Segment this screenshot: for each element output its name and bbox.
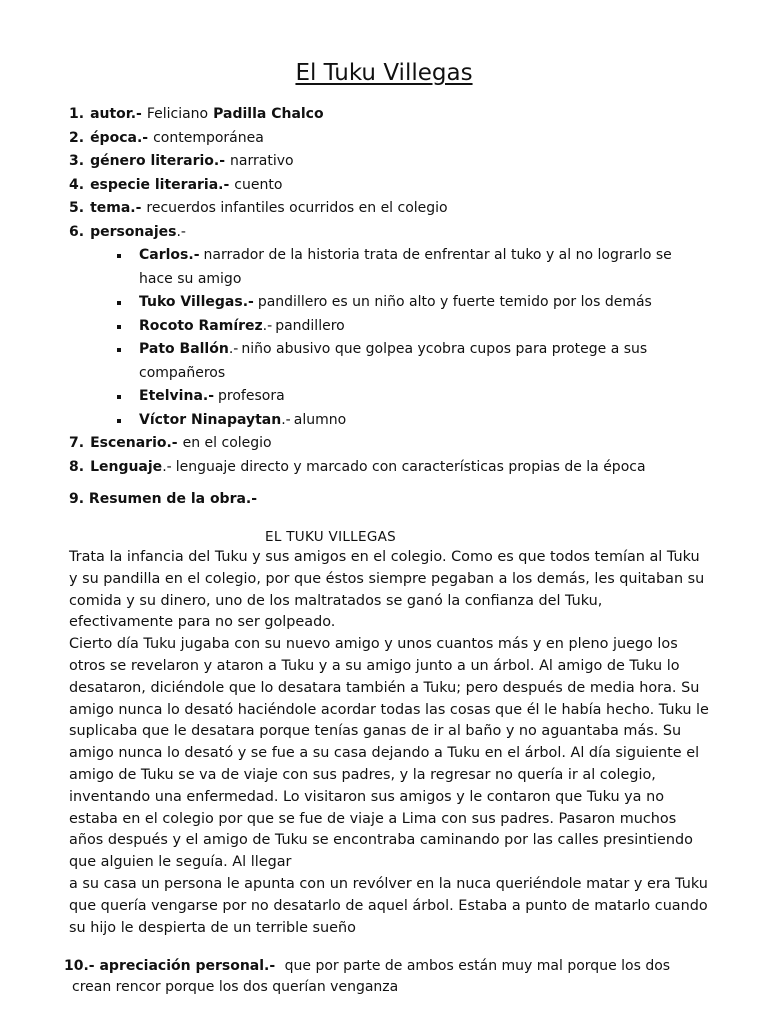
item-epoca: [69, 127, 709, 151]
item-genero: [69, 150, 709, 174]
item-value: cuento: [234, 176, 283, 193]
summary-paragraph: Cierto día Tuku jugaba con su nuevo amigo y unos cuantos más y en pleno juego los otros se revelaron y ataron a Tuku y a su amigo junto a un árbol. Al amigo de Tuku lo desataron, diciéndole que lo desatara también a Tuku; pero después de media hora. Su amigo nunca lo desató haciéndole acordar todas las cosas que él le había hecho. Tuku le suplicaba que le desatara porque tenías ganas de ir al baño y no aguantaba más. Su amigo nunca lo desató y se fue a su casa dejando a Tuku en el árbol. Al día siguiente el amigo de Tuku se va de viaje con sus padres, y la regresar no quería ir al colegio, inventando una enfermedad. Lo visitaron sus amigos y le contaron que Tuku ya no estaba en el colegio por que se fue de viaje a Lima con sus padres. Pasaron muchos años después y el amigo de Tuku se encontraba caminando por las calles presintiendo que alguien le seguía. Al llegar: [69, 636, 709, 871]
item-value: narrativo: [230, 153, 294, 169]
item-number: 2.: [69, 129, 85, 146]
appreciation-line2: crean rencor porque los dos querían venganza: [72, 979, 399, 995]
character-desc: narrador de la historia trata de enfrentar al tuko y al no lograrlo se hace su amigo: [139, 247, 672, 287]
item-key: tema.-: [90, 200, 142, 216]
item-key: especie literaria.-: [90, 176, 230, 193]
item-key: autor.-: [90, 106, 142, 122]
item-autor: [69, 103, 709, 127]
item-key: personajes: [90, 223, 177, 240]
character-name: Pato Ballón: [139, 341, 229, 357]
item-number: 1.: [69, 106, 85, 122]
character-name: Tuko Villegas.-: [139, 294, 254, 310]
outline-list: [69, 103, 709, 479]
item-tema: [69, 197, 709, 221]
appreciation-section: [64, 956, 704, 998]
summary-paragraph: a su casa un persona le apunta con un revólver en la nuca queriéndole matar y era Tuku que quería vengarse por no desatarlo de aquel árbol. Estaba a punto de matarlo cuando su hijo le despierta de un terrible sueño: [69, 875, 708, 936]
item-value: lenguaje directo y marcado con características propias de la época: [175, 458, 646, 475]
character-desc: profesora: [218, 388, 285, 404]
item-number: 4.: [69, 176, 85, 193]
character-victor-ninapaytan: [113, 409, 709, 433]
character-suffix: .-: [228, 341, 239, 357]
summary-title: EL TUKU VILLEGAS: [265, 529, 396, 545]
appreciation-line1: que por parte de ambos están muy mal porque los dos: [284, 958, 671, 974]
appreciation-key: 10.- apreciación personal.-: [64, 958, 276, 974]
character-carlos: [113, 244, 709, 291]
item-lenguaje: [69, 456, 709, 480]
item-number: 6.: [69, 223, 85, 240]
item-value: recuerdos infantiles ocurridos en el colegio: [146, 200, 448, 216]
character-desc: niño abusivo que golpea ycobra cupos para protege a sus compañeros: [139, 341, 648, 381]
character-suffix: .-: [262, 317, 273, 334]
item-value: en el colegio: [182, 435, 272, 451]
item-escenario: [69, 432, 709, 456]
character-desc: pandillero: [275, 317, 345, 334]
character-name: Etelvina.-: [139, 388, 215, 404]
item-suffix: .-: [162, 458, 172, 475]
characters-list: [69, 244, 709, 432]
character-desc: pandillero es un niño alto y fuerte temido por los demás: [257, 294, 652, 310]
item-especie: [69, 174, 709, 198]
item-personajes: [69, 221, 709, 245]
character-name: Víctor Ninapaytan: [139, 411, 282, 428]
item-key: Escenario.-: [90, 435, 178, 451]
item-number: 3.: [69, 153, 85, 169]
character-suffix: .-: [281, 411, 291, 428]
character-desc: alumno: [293, 411, 347, 428]
item-suffix: .-: [176, 223, 186, 240]
item-value: contemporánea: [153, 129, 264, 146]
character-name: Carlos.-: [139, 247, 200, 263]
item-number: 5.: [69, 200, 85, 216]
item-number: 8.: [69, 458, 85, 475]
character-tuko-villegas: [113, 291, 709, 315]
character-rocoto-ramirez: [113, 315, 709, 339]
summary-paragraph: Trata la infancia del Tuku y sus amigos en el colegio. Como es que todos temían al Tuku y su pandilla en el colegio, por que éstos siempre pegaban a los demás, les quitaban su comida y su dinero, uno de los maltratados se ganó la confianza del Tuku, efectivamente para no ser golpeado.: [69, 549, 705, 631]
summary-text: [69, 547, 709, 939]
resumen-heading: 9. Resumen de la obra.-: [69, 491, 258, 507]
character-pato-ballon: [113, 338, 709, 385]
character-etelvina: [113, 385, 709, 409]
item-key: género literario.-: [90, 153, 226, 169]
item-key: Lenguaje: [90, 458, 163, 475]
character-name: Rocoto Ramírez: [139, 317, 263, 334]
item-value-bold: Padilla Chalco: [213, 106, 324, 122]
item-value: Feliciano: [146, 106, 209, 122]
item-key: época.-: [90, 129, 149, 146]
item-number: 7.: [69, 435, 85, 451]
page-title: El Tuku Villegas: [295, 60, 473, 86]
